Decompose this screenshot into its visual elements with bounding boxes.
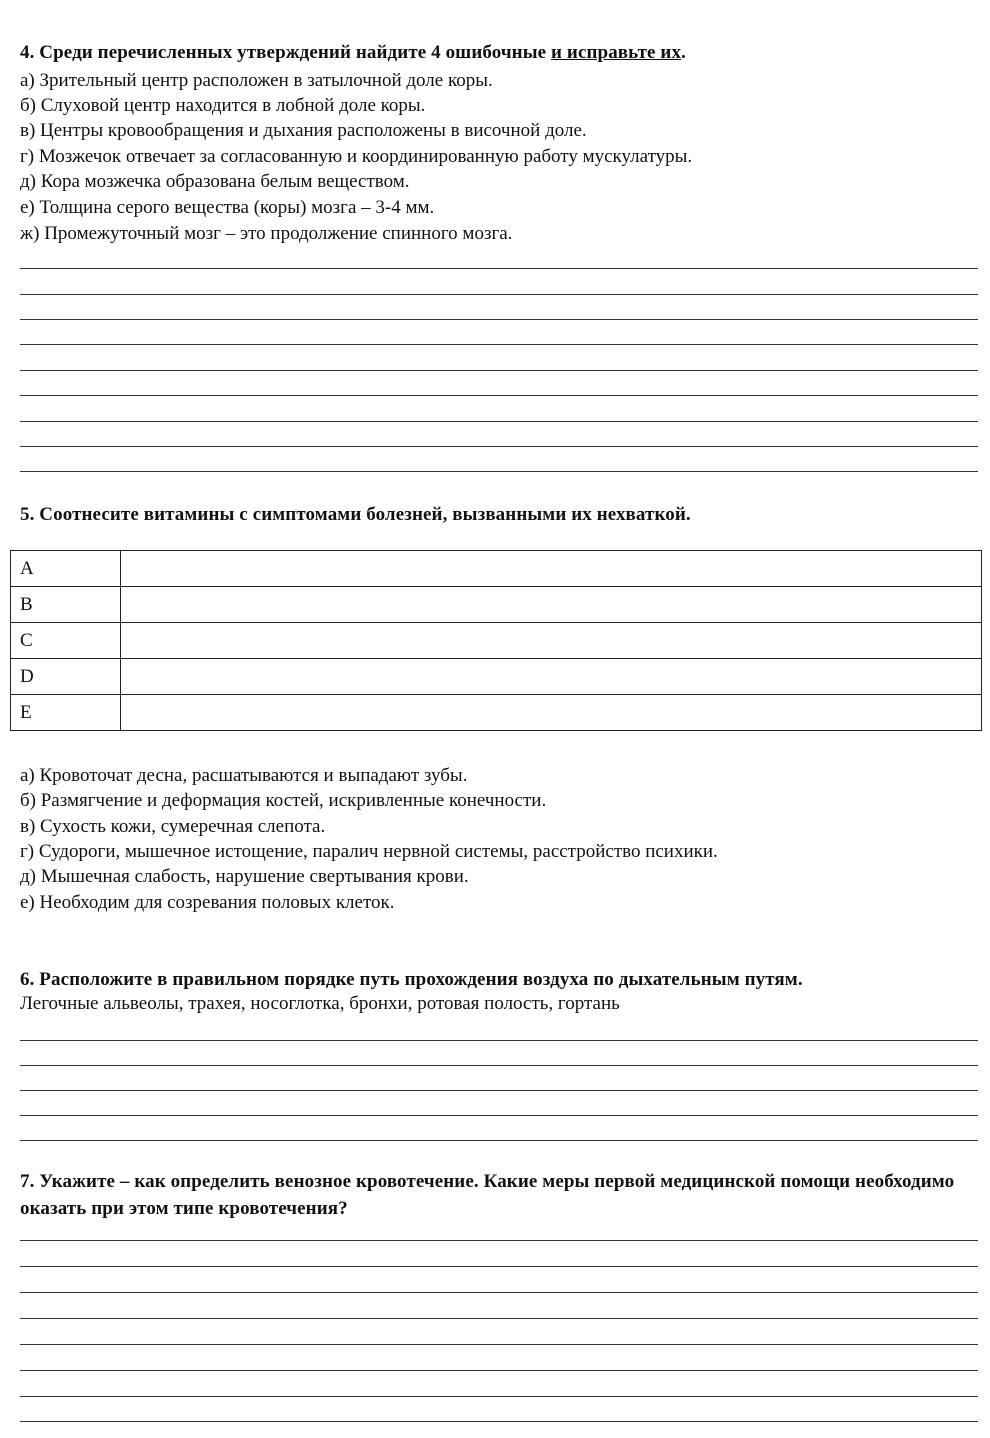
q4-answer-line[interactable] xyxy=(20,344,978,345)
q4-answer-line[interactable] xyxy=(20,370,978,371)
table-answer-cell[interactable] xyxy=(121,695,982,731)
table-row xyxy=(11,623,982,659)
q4-answer-line[interactable] xyxy=(20,471,978,472)
table-answer-cell[interactable] xyxy=(121,623,982,659)
table-answer-cell[interactable] xyxy=(121,659,982,695)
table-letter-c: C xyxy=(11,623,121,659)
q7-answer-line[interactable] xyxy=(20,1370,978,1371)
q4-title-underlined: и исправьте их xyxy=(551,42,682,63)
q5-item-v: в) Сухость кожи, сумеречная слепота. xyxy=(20,816,326,837)
q4-item-d: д) Кора мозжечка образована белым веществом. xyxy=(20,171,410,192)
table-letter-d: D xyxy=(11,659,121,695)
q4-answer-line[interactable] xyxy=(20,268,978,269)
q6-answer-line[interactable] xyxy=(20,1065,978,1066)
q7-answer-line[interactable] xyxy=(20,1240,978,1241)
q6-text: Легочные альвеолы, трахея, носоглотка, бронхи, ротовая полость, гортань xyxy=(20,993,620,1014)
q4-title-end: . xyxy=(681,42,686,63)
q7-answer-line[interactable] xyxy=(20,1292,978,1293)
q5-item-g: г) Судороги, мышечное истощение, паралич нервной системы, расстройство психики. xyxy=(20,841,718,862)
q5-item-e: е) Необходим для созревания половых клеток. xyxy=(20,892,395,913)
q6-answer-line[interactable] xyxy=(20,1090,978,1091)
table-row xyxy=(11,551,982,587)
q7-answer-line[interactable] xyxy=(20,1344,978,1345)
q4-item-g: г) Мозжечок отвечает за согласованную и координированную работу мускулатуры. xyxy=(20,146,693,167)
q4-item-zh: ж) Промежуточный мозг – это продолжение спинного мозга. xyxy=(20,223,513,244)
q4-item-v: в) Центры кровообращения и дыхания расположены в височной доле. xyxy=(20,120,587,141)
q7-answer-line[interactable] xyxy=(20,1266,978,1267)
q7-answer-line[interactable] xyxy=(20,1318,978,1319)
q6-answer-line[interactable] xyxy=(20,1115,978,1116)
q5-matching-table xyxy=(10,550,982,731)
q4-answer-line[interactable] xyxy=(20,395,978,396)
q6-answer-line[interactable] xyxy=(20,1140,978,1141)
table-row xyxy=(11,659,982,695)
q4-answer-line[interactable] xyxy=(20,319,978,320)
q4-item-e: е) Толщина серого вещества (коры) мозга – 3-4 мм. xyxy=(20,197,435,218)
q6-answer-line[interactable] xyxy=(20,1040,978,1041)
q5-title: 5. Соотнесите витамины с симптомами болезней, вызванными их нехваткой. xyxy=(20,504,691,525)
q7-answer-line[interactable] xyxy=(20,1396,978,1397)
table-letter-a: A xyxy=(11,551,121,587)
q5-item-a: а) Кровоточат десна, расшатываются и выпадают зубы. xyxy=(20,765,468,786)
table-letter-b: B xyxy=(11,587,121,623)
q4-item-a: а) Зрительный центр расположен в затылочной доле коры. xyxy=(20,70,493,91)
table-row xyxy=(11,695,982,731)
table-answer-cell[interactable] xyxy=(121,551,982,587)
q4-answer-line[interactable] xyxy=(20,421,978,422)
q5-item-b: б) Размягчение и деформация костей, искривленные конечности. xyxy=(20,790,547,811)
table-row xyxy=(11,587,982,623)
q4-title xyxy=(20,41,686,65)
q6-title: 6. Расположите в правильном порядке путь прохождения воздуха по дыхательным путям. xyxy=(20,969,803,990)
q4-item-b: б) Слуховой центр находится в лобной доле коры. xyxy=(20,95,426,116)
q4-title-main: 4. Среди перечисленных утверждений найдите 4 ошибочные xyxy=(20,42,552,63)
q5-item-d: д) Мышечная слабость, нарушение свертывания крови. xyxy=(20,866,469,887)
q7-title: 7. Укажите – как определить венозное кровотечение. Какие меры первой медицинской помощи необходимо оказать при этом типе кровотечения? xyxy=(20,1171,955,1219)
table-answer-cell[interactable] xyxy=(121,587,982,623)
q7-answer-line[interactable] xyxy=(20,1421,978,1422)
q4-answer-line[interactable] xyxy=(20,446,978,447)
q4-answer-line[interactable] xyxy=(20,294,978,295)
table-letter-e: E xyxy=(11,695,121,731)
